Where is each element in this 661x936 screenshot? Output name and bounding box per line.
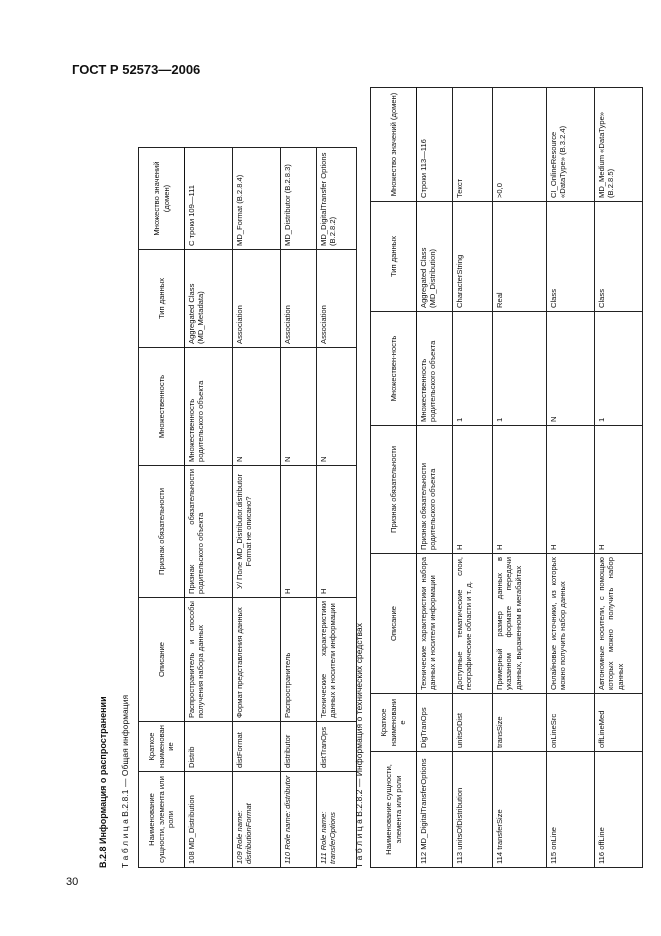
- cell-mult: Множественность родительского объекта: [185, 348, 233, 466]
- table-row: [417, 88, 453, 868]
- cell-name: 115 onLine: [547, 752, 595, 868]
- cell-domain: MD_DigitalTransfer Options (B.2.8.2): [317, 148, 357, 250]
- table-row: [595, 88, 643, 868]
- table-row: [493, 88, 547, 868]
- document-header: ГОСТ Р 52573—2006: [72, 62, 201, 77]
- cell-desc: Распространитель и способы получения набора данных: [185, 598, 233, 722]
- cell-desc: Распространитель: [281, 598, 317, 722]
- cell-name: 108 MD_Distribution: [185, 772, 233, 868]
- cell-mult: N: [317, 348, 357, 466]
- cell-oblig: Н: [281, 466, 317, 598]
- cell-type: Class: [547, 202, 595, 312]
- cell-desc: Формат представления данных: [233, 598, 281, 722]
- table1-header-cell: Описание: [139, 598, 185, 722]
- table1-header-row: [139, 148, 185, 868]
- cell-short: distFormat: [233, 722, 281, 772]
- technical-info-table: [370, 87, 643, 868]
- cell-mult: Множественность родительского объекта: [417, 312, 453, 426]
- cell-mult: N: [233, 348, 281, 466]
- page-number: 30: [66, 876, 79, 888]
- table1-caption-prefix: Т а б л и ц а: [120, 819, 130, 868]
- cell-oblig: Признак обязательности родительского объекта: [185, 466, 233, 598]
- cell-domain: MD_Format (B.2.8.4): [233, 148, 281, 250]
- table2-header-cell: Множество значений (домен): [371, 88, 417, 202]
- cell-type: Aggregated Class (MD_Metadata): [185, 250, 233, 348]
- section-number: В.2.8: [98, 846, 108, 868]
- cell-oblig: Признак обязательности родительского объекта: [417, 426, 453, 554]
- cell-oblig: Н: [595, 426, 643, 554]
- section-heading: [98, 696, 109, 868]
- cell-domain: >0,0: [493, 88, 547, 202]
- cell-oblig: Н: [493, 426, 547, 554]
- general-info-table: [138, 147, 357, 868]
- cell-short: distTranOps: [317, 722, 357, 772]
- table-row: [317, 148, 357, 868]
- table-row: [547, 88, 595, 868]
- cell-type: Association: [317, 250, 357, 348]
- cell-domain: MD_Medium «DataType» (B.2.8.5): [595, 88, 643, 202]
- table2-header-cell: Наименование сущности, элемента или роли: [371, 752, 417, 868]
- cell-short: distributor: [281, 722, 317, 772]
- cell-domain: Текст: [453, 88, 493, 202]
- cell-type: Association: [281, 250, 317, 348]
- cell-oblig: Н: [547, 426, 595, 554]
- table1-header-cell: Тип данных: [139, 250, 185, 348]
- cell-desc: Онлайновые источники, из которых можно получить набор данных: [547, 554, 595, 694]
- cell-type: CharacterString: [453, 202, 493, 312]
- cell-type: Association: [233, 250, 281, 348]
- cell-name: 112 MD_DigitalTransferOptions: [417, 752, 453, 868]
- table1-header-cell: Краткое наименование: [139, 722, 185, 772]
- cell-name: 113 unitsOfDistribution: [453, 752, 493, 868]
- cell-type: Class: [595, 202, 643, 312]
- cell-desc: Автономные носители, с помощью которых можно получить набор данных: [595, 554, 643, 694]
- cell-name: 114 transferSize: [493, 752, 547, 868]
- cell-domain: С троки 109—111: [185, 148, 233, 250]
- table2-header-row: [371, 88, 417, 868]
- cell-short: unitsODist: [453, 694, 493, 752]
- cell-oblig: Н: [317, 466, 357, 598]
- table1-header-cell: Признак обязательности: [139, 466, 185, 598]
- table2-caption-text: В.2.8.2 — Информация о технических средствах: [354, 622, 364, 817]
- cell-mult: 1: [493, 312, 547, 426]
- cell-name: 116 offLine: [595, 752, 643, 868]
- cell-desc: Примерный размер данных в указанном формате передачи данных, выраженном в мегабайтах: [493, 554, 547, 694]
- table-row: [281, 148, 317, 868]
- section-title: Информация о распространении: [98, 696, 108, 844]
- cell-name: 111 Role name: transferOptions: [317, 772, 357, 868]
- table2-header-cell: Тип данных: [371, 202, 417, 312]
- cell-short: Distrib: [185, 722, 233, 772]
- table2-caption-prefix: Т а б л и ц а: [354, 819, 364, 868]
- table2-header-cell: Описание: [371, 554, 417, 694]
- cell-mult: N: [281, 348, 317, 466]
- cell-oblig: У/ Поле MD_Distributor.distributor Format не описано?: [233, 466, 281, 598]
- rotated-content: [98, 88, 625, 868]
- cell-oblig: Н: [453, 426, 493, 554]
- table-row: [453, 88, 493, 868]
- cell-mult: N: [547, 312, 595, 426]
- cell-short: DigTranOps: [417, 694, 453, 752]
- table-row: [185, 148, 233, 868]
- table1-header-cell: Множественность: [139, 348, 185, 466]
- cell-domain: Строки 113—116: [417, 88, 453, 202]
- cell-mult: 1: [595, 312, 643, 426]
- cell-type: Aggregated Class (MD_Distribution): [417, 202, 453, 312]
- cell-name: 110 Role name: distributor: [281, 772, 317, 868]
- cell-type: Real: [493, 202, 547, 312]
- cell-domain: MD_Distributor (B.2.8.3): [281, 148, 317, 250]
- table2-caption: [354, 623, 365, 868]
- cell-short: offLineMed: [595, 694, 643, 752]
- cell-name: 109 Role name: distributionFormat: [233, 772, 281, 868]
- table-row: [233, 148, 281, 868]
- table1-caption-text: В.2.8.1 — Общая информация: [120, 694, 130, 817]
- cell-short: onLineSrc: [547, 694, 595, 752]
- cell-short: transSize: [493, 694, 547, 752]
- table2-header-cell: Множествен-ность: [371, 312, 417, 426]
- cell-desc: Доступные тематические слои, географические области и т. д.: [453, 554, 493, 694]
- table1-header-cell: Наименование сущности, элемента или роли: [139, 772, 185, 868]
- table2-header-cell: Краткое наименование: [371, 694, 417, 752]
- table2-header-cell: Признак обязательности: [371, 426, 417, 554]
- cell-desc: Технические характеристики набора данных и носители информации: [417, 554, 453, 694]
- table1-header-cell: Множество значений (домен): [139, 148, 185, 250]
- cell-desc: Технические характеристики данных и носители информации: [317, 598, 357, 722]
- cell-mult: 1: [453, 312, 493, 426]
- cell-domain: CI_OnlineResource «DataType» (B.3.2.4): [547, 88, 595, 202]
- table1-caption: [120, 695, 131, 868]
